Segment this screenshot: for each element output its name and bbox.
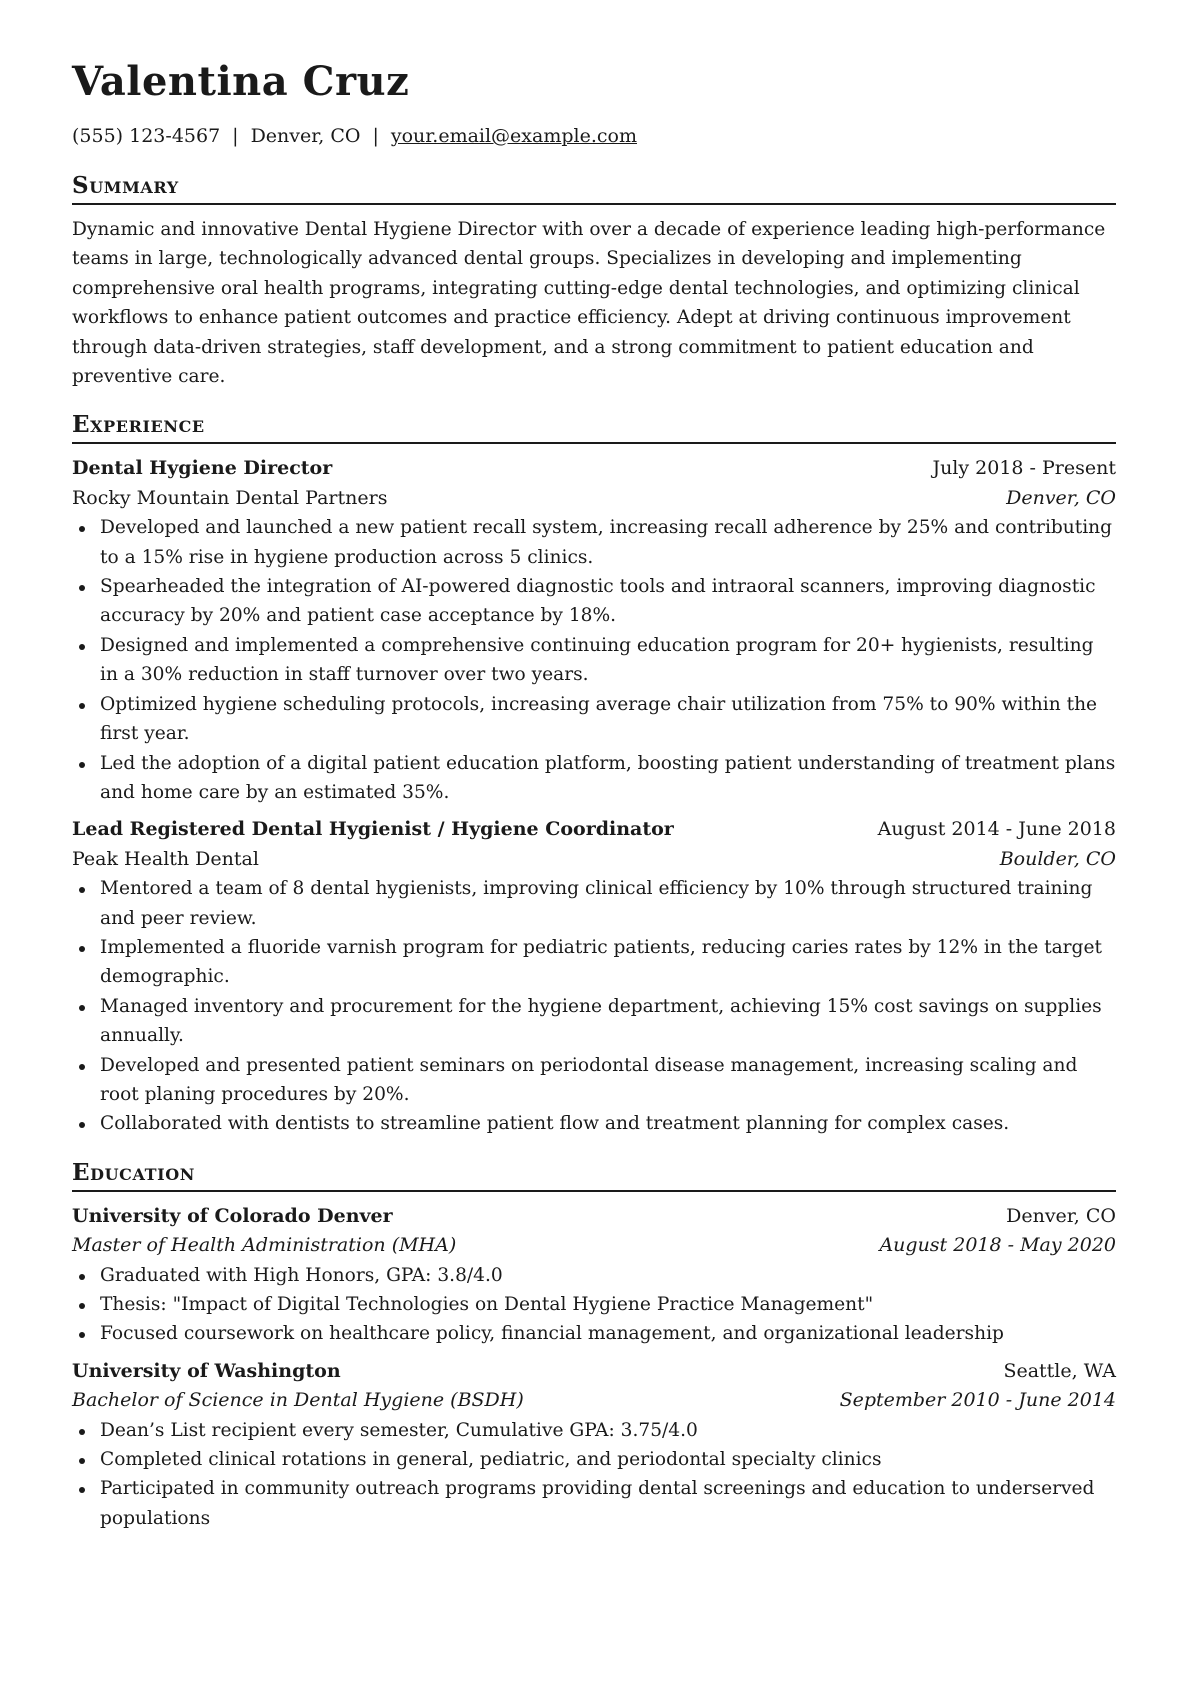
job-bullet: Mentored a team of 8 dental hygienists, improving clinical efficiency by 10% through structured training and peer review. [100, 874, 1116, 933]
candidate-name: Valentina Cruz [72, 58, 410, 105]
job-bullet: Developed and launched a new patient recall system, increasing recall adherence by 25% and contributing to a 15% rise in hygiene production across 5 clinics. [100, 513, 1116, 572]
school-name: University of Washington [72, 1359, 341, 1382]
job-title: Dental Hygiene Director [72, 457, 333, 480]
job-entry [72, 815, 1116, 1138]
experience-heading: Experience [72, 411, 1116, 444]
school-location: Denver, CO [1006, 1204, 1116, 1227]
job-bullets [72, 513, 1116, 807]
school-name: University of Colorado Denver [72, 1204, 393, 1227]
resume-page [72, 58, 1116, 1533]
job-dates: July 2018 - Present [932, 457, 1116, 480]
education-heading: Education [72, 1159, 1116, 1192]
job-bullets [72, 874, 1116, 1139]
contact-location: Denver, CO [250, 125, 361, 147]
degree-name: Bachelor of Science in Dental Hygiene (BSDH) [72, 1389, 524, 1412]
education-dates: September 2010 - June 2014 [839, 1389, 1116, 1412]
education-bullets [72, 1261, 1116, 1349]
education-dates: August 2018 - May 2020 [879, 1234, 1116, 1257]
job-bullet: Implemented a fluoride varnish program for pediatric patients, reducing caries rates by 12% in the target demographic. [100, 933, 1116, 992]
job-entry [72, 454, 1116, 807]
job-location: Denver, CO [1006, 486, 1116, 509]
job-bullet: Designed and implemented a comprehensive continuing education program for 20+ hygienists, resulting in a 30% reduction in staff turnover over two years. [100, 631, 1116, 690]
job-bullet: Developed and presented patient seminars on periodontal disease management, increasing scaling and root planing procedures by 20%. [100, 1051, 1116, 1110]
job-location: Boulder, CO [999, 847, 1116, 870]
education-entry [72, 1202, 1116, 1349]
job-bullet: Managed inventory and procurement for the hygiene department, achieving 15% cost savings on supplies annually. [100, 992, 1116, 1051]
job-bullet: Spearheaded the integration of AI-powered diagnostic tools and intraoral scanners, improving diagnostic accuracy by 20% and patient case acceptance by 18%. [100, 572, 1116, 631]
education-bullet: Focused coursework on healthcare policy, financial management, and organizational leadership [100, 1319, 1116, 1348]
phone-number: (555) 123-4567 [72, 125, 221, 147]
education-bullet: Graduated with High Honors, GPA: 3.8/4.0 [100, 1261, 1116, 1290]
company-name: Rocky Mountain Dental Partners [72, 486, 388, 509]
email-link[interactable]: your.email@example.com [390, 125, 637, 147]
company-name: Peak Health Dental [72, 847, 259, 870]
summary-heading: Summary [72, 172, 1116, 205]
job-title: Lead Registered Dental Hygienist / Hygiene Coordinator [72, 818, 674, 841]
job-bullet: Led the adoption of a digital patient education platform, boosting patient understanding of treatment plans and home care by an estimated 35%. [100, 749, 1116, 808]
job-bullet: Optimized hygiene scheduling protocols, increasing average chair utilization from 75% to 90% within the first year. [100, 690, 1116, 749]
education-bullet: Completed clinical rotations in general, pediatric, and periodontal specialty clinics [100, 1445, 1116, 1474]
degree-name: Master of Health Administration (MHA) [72, 1234, 457, 1257]
education-bullets [72, 1416, 1116, 1534]
contact-separator: | [372, 125, 379, 147]
summary-text: Dynamic and innovative Dental Hygiene Director with over a decade of experience leading high-performance teams in large, technologically advanced dental groups. Specializes in developing and implementing comprehensive oral health programs, integrating cutting-edge dental technologies, and optimizing clinical workflows to enhance patient outcomes and practice efficiency. Adept at driving continuous improvement through data-driven strategies, staff development, and a strong commitment to patient education and preventive care. [72, 219, 1106, 388]
education-bullet: Dean’s List recipient every semester, Cumulative GPA: 3.75/4.0 [100, 1416, 1116, 1445]
school-location: Seattle, WA [1003, 1359, 1116, 1382]
education-entry [72, 1357, 1116, 1533]
job-bullet: Collaborated with dentists to streamline patient flow and treatment planning for complex cases. [100, 1109, 1116, 1138]
contact-separator: | [232, 125, 239, 147]
contact-line [72, 124, 1116, 148]
education-bullet: Thesis: "Impact of Digital Technologies on Dental Hygiene Practice Management" [100, 1290, 1116, 1319]
education-bullet: Participated in community outreach programs providing dental screenings and education to underserved populations [100, 1474, 1116, 1533]
job-dates: August 2014 - June 2018 [877, 818, 1116, 841]
